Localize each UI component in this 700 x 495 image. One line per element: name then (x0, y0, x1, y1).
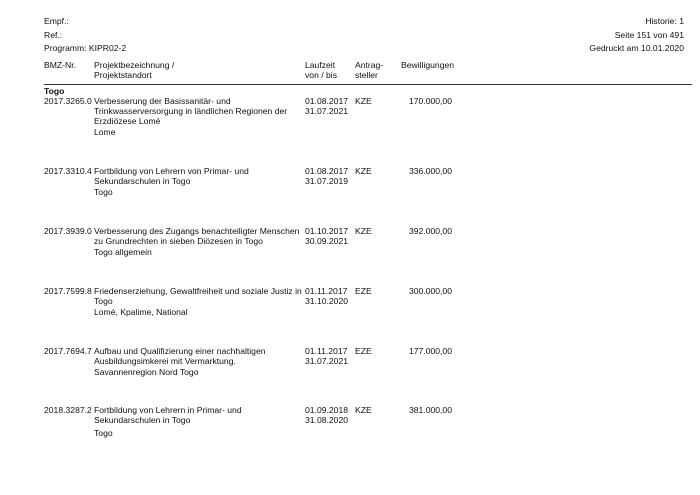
duration-start: 01.11.2017 (305, 286, 348, 296)
duration-start: 01.10.2017 (305, 226, 349, 236)
approval-amount: 300.000,00 (408, 286, 452, 296)
applicant: KZE (355, 96, 372, 106)
table-row (0, 96, 700, 156)
project-title-line: Sekundarschulen in Togo (94, 415, 191, 425)
project-location: Savannenregion Nord Togo (94, 367, 199, 377)
bmz-number: 2017.3310.4 (44, 166, 92, 176)
history-label: Historie: 1 (645, 16, 684, 26)
approval-amount: 336.000,00 (408, 166, 452, 176)
project-title-line: Friedenserziehung, Gewaltfreiheit und soziale Justiz in (94, 286, 302, 296)
print-date: Gedruckt am 10.01.2020 (589, 43, 684, 53)
table-row (0, 226, 700, 286)
duration-end: 31.07.2021 (305, 356, 349, 366)
bmz-number: 2017.3939.0 (44, 226, 92, 236)
approval-amount: 177.000,00 (408, 346, 452, 356)
duration-end: 31.08.2020 (305, 415, 349, 425)
duration-end: 31.07.2019 (305, 176, 349, 186)
project-location: Togo (94, 187, 113, 197)
country-heading: Togo (44, 86, 65, 96)
project-title-line: Verbesserung des Zugangs benachteiligter Menschen (94, 226, 300, 236)
approval-amount: 170.000,00 (408, 96, 452, 106)
project-location: Lomé, Kpalime, National (94, 307, 188, 317)
duration-start: 01.11.2017 (305, 346, 348, 356)
table-row (0, 405, 700, 465)
project-title-line: Togo (94, 296, 113, 306)
table-row (0, 346, 700, 406)
recipient-label: Empf.: (44, 16, 69, 26)
duration-end: 31.10.2020 (305, 296, 349, 306)
bmz-number: 2017.7694.7 (44, 346, 92, 356)
applicant: KZE (355, 226, 372, 236)
table-row (0, 166, 700, 226)
project-location: Togo allgemein (94, 247, 152, 257)
approval-amount: 381.000,00 (408, 405, 452, 415)
project-location: Togo (94, 428, 113, 438)
column-header-duration-2: von / bis (305, 70, 338, 80)
column-header-duration-1: Laufzeit (305, 60, 336, 70)
applicant: KZE (355, 166, 372, 176)
bmz-number: 2018.3287.2 (44, 405, 92, 415)
bmz-number: 2017.3265.0 (44, 96, 92, 106)
project-title-line: Ausbildungsimkerei mit Vermarktung. (94, 356, 236, 366)
program-label: Programm: KIPR02-2 (44, 43, 127, 53)
header-divider (44, 84, 692, 85)
column-header-applicant-1: Antrag- (355, 60, 384, 70)
column-header-bmz: BMZ-Nr. (44, 60, 76, 70)
applicant: EZE (355, 346, 372, 356)
applicant: EZE (355, 286, 372, 296)
table-row (0, 286, 700, 346)
project-title-line: Aufbau und Qualifizierung einer nachhaltigen (94, 346, 266, 356)
project-title-line: Verbesserung der Basissanitär- und (94, 96, 231, 106)
column-header-project-2: Projektstandort (94, 70, 152, 80)
duration-end: 31.07.2021 (305, 106, 349, 116)
reference-label: Ref.: (44, 30, 63, 40)
duration-end: 30.09.2021 (305, 236, 349, 246)
project-title-line: zu Grundrechten in sieben Diözesen in Togo (94, 236, 263, 246)
duration-start: 01.09.2018 (305, 405, 349, 415)
project-title-line: Erzdiözese Lomé (94, 116, 161, 126)
bmz-number: 2017.7599.8 (44, 286, 92, 296)
page-counter: Seite 151 von 491 (614, 30, 684, 40)
project-title-line: Trinkwasserversorgung in ländlichen Regionen der (94, 106, 288, 116)
column-header-project-1: Projektbezeichnung / (94, 60, 175, 70)
column-header-applicant-2: steller (355, 70, 378, 80)
column-header-approvals: Bewilligungen (401, 60, 455, 70)
duration-start: 01.08.2017 (305, 96, 349, 106)
applicant: KZE (355, 405, 372, 415)
project-title-line: Fortbildung von Lehrern in Primar- und (94, 405, 242, 415)
duration-start: 01.08.2017 (305, 166, 349, 176)
project-title-line: Sekundarschulen in Togo (94, 176, 191, 186)
approval-amount: 392.000,00 (408, 226, 452, 236)
project-title-line: Fortbildung von Lehrern von Primar- und (94, 166, 249, 176)
project-location: Lome (94, 127, 116, 137)
